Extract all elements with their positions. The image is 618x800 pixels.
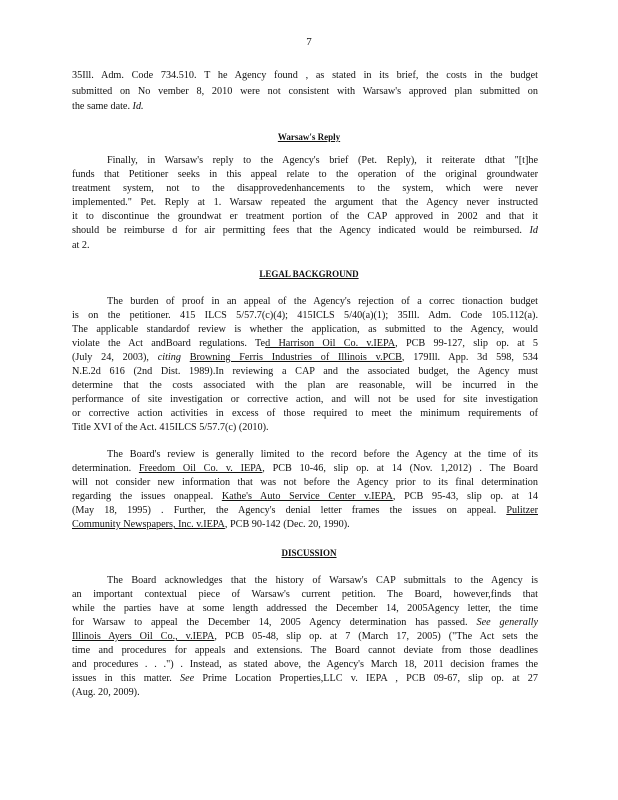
text-line: time and procedures for appeals and extensions. The Board cannot deviate from those deadlines <box>72 645 538 656</box>
text-line: is on the petitioner. 415 ILCS 5/57.7(c)(4); 415ICLS 5/40(a)(1); 35Ill. Adm. Code 105.112(a). <box>72 310 538 321</box>
text-line: implemented." Pet. Reply at 1. Warsaw repeated the argument that the Agency never instructed <box>72 197 538 208</box>
text-line: determination. Freedom Oil Co. v. IEPA, PCB 10-46, slip op. at 14 (Nov. 1,2012) . The Board <box>72 463 538 474</box>
case-citation: Freedom Oil Co. v. IEPA <box>138 463 263 474</box>
text-line: at 2. <box>72 240 90 251</box>
text-line: regarding the issues onappeal. Kathe's Auto Service Center v.IEPA, PCB 95-43, slip op. at 14 <box>72 491 538 502</box>
case-citation: Kathe's Auto Service Center v.IEPA <box>221 491 393 502</box>
text-line: it to discontinue the groundwat er treatment portion of the CAP approved in 2002 and that it <box>72 211 538 222</box>
text-line: Title XVI of the Act. 415ILCS 5/57.7(c) (2010). <box>72 422 269 433</box>
text-line: the same date. Id. <box>72 101 144 112</box>
text-line: will not consider new information that was not before the Agency prior to its final determination <box>72 477 538 488</box>
case-citation: Community Newspapers, Inc. v.IEPA <box>72 519 225 530</box>
text-line: The applicable standardof review is whether the application, as submitted to the Agency, would <box>72 324 538 335</box>
section-heading-discussion: DISCUSSION <box>281 548 337 558</box>
text-line: (May 18, 1995) . Further, the Agency's denial letter frames the issues on appeal. Pulitzer <box>72 505 539 516</box>
text-line: an important contextual piece of Warsaw's current petition. The Board, however,finds that <box>72 589 538 600</box>
case-citation: Pulitzer <box>506 505 539 516</box>
section-heading-warsaws-reply: Warsaw's Reply <box>277 132 341 142</box>
text-line: N.E.2d 616 (2nd Dist. 1989).In reviewing a CAP and the associated budget, the Agency must <box>72 366 538 377</box>
text-line: or corrective action activities in excess of those required to meet the minimum requirements of <box>72 408 538 419</box>
text-line: and procedures . . .") . Instead, as stated above, the Agency's March 18, 2011 decision frames the <box>72 659 538 670</box>
text-line: funds that Petitioner seeks in this appeal relate to the operation of the original groundwater <box>72 169 538 180</box>
text-line: performance of site investigation or corrective action, and will not be used for site investigation <box>72 394 538 405</box>
case-citation: Browning Ferris Industries of Illinois v.PCB <box>189 352 402 363</box>
case-citation: d Harrison Oil Co. v.IEPA <box>265 338 396 349</box>
id-citation: Id <box>529 225 539 236</box>
text-line: (Aug. 20, 2009). <box>72 687 140 698</box>
text-line: The Board's review is generally limited to the record before the Agency at the time of its <box>107 449 538 460</box>
text-line: treatment system, not to the disapprovedenhancements to the system, which were never <box>72 183 538 194</box>
section-heading-legal-background: LEGAL BACKGROUND <box>259 269 359 279</box>
text-line: for Warsaw to appeal the December 14, 2005 Agency determination has passed. See generally <box>72 617 539 628</box>
text-line: Community Newspapers, Inc. v.IEPA, PCB 90-142 (Dec. 20, 1990). <box>72 519 350 530</box>
text-line: violate the Act andBoard regulations. Ted Harrison Oil Co. v.IEPA, PCB 99-127, slip op. at 5 <box>72 338 538 349</box>
see-generally-signal: See generally <box>476 617 539 628</box>
text-line: determine that the costs associated with the plan are reasonable, will be incurred in the <box>72 380 538 391</box>
text-line: Illinois Ayers Oil Co., v.IEPA, PCB 05-48, slip op. at 7 (March 17, 2005) ("The Act sets the <box>72 631 538 642</box>
text-line: should be reimburse d for air permitting fees that the Agency indicated would be reimbursed. Id <box>72 225 539 236</box>
page-number: 7 <box>306 36 312 48</box>
text-line: (July 24, 2003), citing Browning Ferris Industries of Illinois v.PCB, 179Ill. App. 3d 598, 534 <box>72 352 538 363</box>
see-signal: See <box>180 673 195 684</box>
text-line: issues in this matter. See Prime Location Properties,LLC v. IEPA , PCB 09-67, slip op. at 27 <box>72 673 538 684</box>
text-line: The Board acknowledges that the history of Warsaw's CAP submittals to the Agency is <box>107 575 538 586</box>
case-citation: Illinois Ayers Oil Co., v.IEPA <box>72 631 215 642</box>
text-line: The burden of proof in an appeal of the Agency's rejection of a correc tionaction budget <box>107 296 538 307</box>
text-line: submitted on No vember 8, 2010 were not consistent with Warsaw's approved plan submitted on <box>72 86 538 97</box>
text-line: 35Ill. Adm. Code 734.510. T he Agency found , as stated in its brief, the costs in the budget <box>72 70 538 81</box>
id-citation: Id. <box>132 101 144 112</box>
text-line: while the parties have at some length addressed the December 14, 2005Agency letter, the time <box>72 603 538 614</box>
text-line: Finally, in Warsaw's reply to the Agency's brief (Pet. Reply), it reiterate dthat "[t]he <box>107 155 538 166</box>
citing-signal: citing <box>157 352 181 363</box>
